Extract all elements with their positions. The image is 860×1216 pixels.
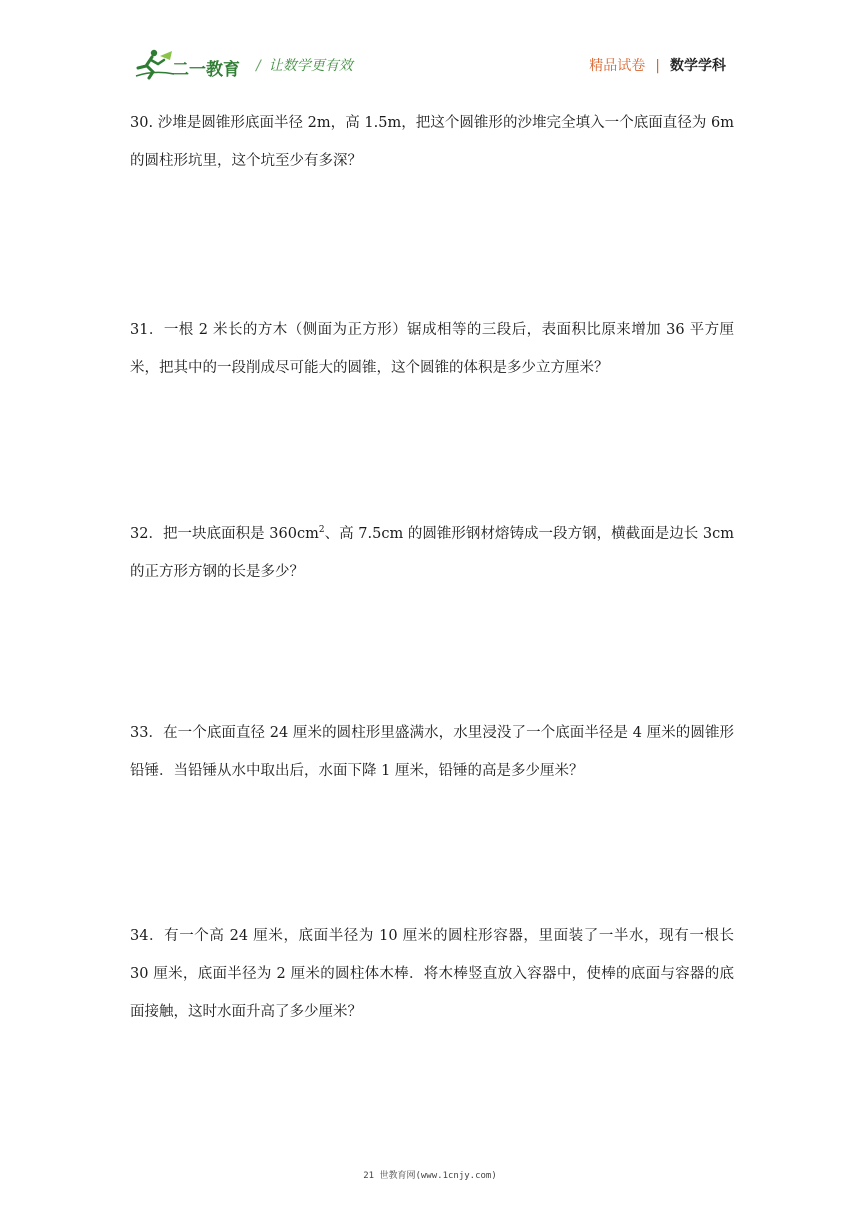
question-text: 有一个高 24 厘米，底面半径为 10 厘米的圆柱形容器，里面装了一半水，现有一根长 30 厘米，底面半径为 2 厘米的圆柱体木棒．将木棒竖直放入容器中，使棒的底面与容器的底面接触，这时水面升高了多少厘米？: [130, 928, 734, 1020]
question-text: 沙堆是圆锥形底面半径 2m，高 1.5m，把这个圆锥形的沙堆完全填入一个底面直径为 6m 的圆柱形坑里，这个坑至少有多深？: [130, 115, 735, 169]
question-30: [130, 104, 734, 180]
question-number: 33．: [130, 725, 164, 741]
header-tags: [589, 55, 726, 75]
tag-separator: |: [655, 58, 660, 74]
question-text: 在一个底面直径 24 厘米的圆柱形里盛满水，水里浸没了一个底面半径是 4 厘米的圆锥形铅锤．当铅锤从水中取出后，水面下降 1 厘米，铅锤的高是多少厘米？: [130, 725, 735, 779]
question-number: 34．: [130, 928, 165, 944]
question-33: [130, 714, 734, 790]
tag-subject: 数学学科: [670, 58, 726, 74]
question-text: 一根 2 米长的方木（侧面为正方形）锯成相等的三段后，表面积比原来增加 36 平方厘米，把其中的一段削成尽可能大的圆锥，这个圆锥的体积是多少立方厘米？: [130, 322, 735, 376]
slogan-slash: /: [256, 58, 261, 74]
question-text-part2: 、高 7.5cm 的圆锥形钢材熔铸成一段方钢，横截面是边长 3cm 的正方形方钢的长是多少？: [130, 525, 735, 580]
page-header: [0, 0, 860, 90]
question-number: 31．: [130, 322, 164, 338]
question-32: [130, 511, 734, 591]
superscript-exponent: 2: [318, 525, 325, 535]
question-31: [130, 311, 734, 387]
brand-slogan: [256, 55, 353, 75]
question-number: 32．: [130, 525, 163, 542]
tag-quality: 精品试卷: [589, 58, 646, 74]
slogan-text: 让数学更有效: [268, 58, 353, 74]
question-number: 30.: [130, 115, 154, 131]
brand-name: 二一教育: [172, 60, 240, 80]
question-text-part1: 把一块底面积是 360cm: [163, 525, 319, 542]
question-34: [130, 917, 734, 1031]
page-footer: 21 世教育网(www.1cnjy.com): [363, 1171, 497, 1181]
